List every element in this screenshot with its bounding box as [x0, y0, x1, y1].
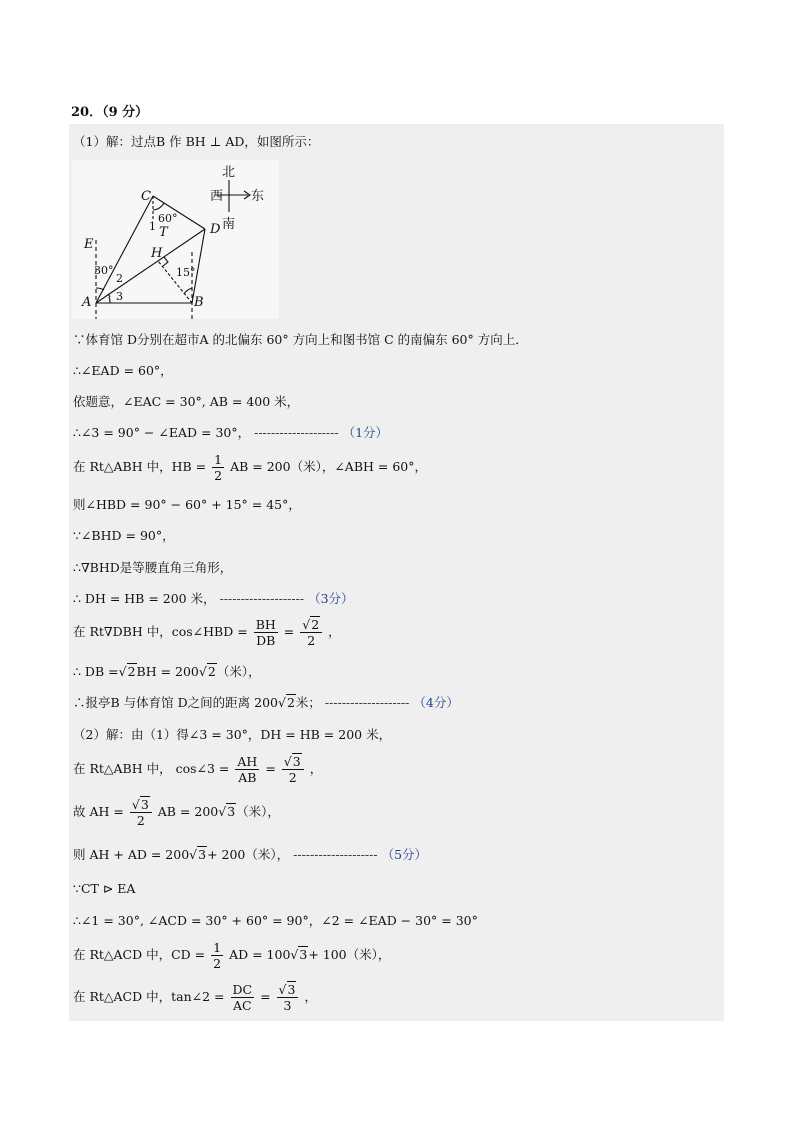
denominator: DB [256, 633, 276, 648]
fraction-root3-over-2 [130, 797, 152, 828]
fraction-root2-2 [300, 617, 322, 648]
line-6: 则∠HBD = 90° − 60° + 15° = 45°， [73, 497, 301, 512]
line-8: ∴∇BHD是等腰直角三角形， [73, 560, 233, 575]
equals: = [260, 989, 271, 1004]
fraction-dc-ac [231, 982, 255, 1013]
line-19-text-c: + 100（米）， [308, 947, 391, 962]
radical-sign: √ [198, 664, 207, 679]
comma: ， [304, 989, 317, 1004]
line-15-text-b: AB = 200 [157, 804, 219, 819]
radicand: 3 [227, 804, 236, 819]
line-17: ∵CT ⊳ EA [73, 881, 136, 896]
line-16-text-a: 则 AH + AD = 200 [73, 847, 190, 862]
line-10-text: 在 Rt∇DBH 中，cos∠HBD = [73, 624, 248, 639]
line-14-text: 在 Rt△ABH 中， cos∠3 = [73, 761, 230, 776]
segment-ac [96, 196, 153, 303]
numerator: BH [255, 617, 276, 632]
radicand: 2 [286, 695, 295, 710]
line-15 [73, 797, 280, 828]
line-9-dashes: -------------------- [219, 591, 305, 606]
denominator: 2 [307, 633, 316, 648]
angle-30: 30° [94, 264, 114, 277]
comma: ， [309, 761, 323, 776]
arc-15 [184, 288, 192, 294]
line-4 [73, 424, 388, 442]
line-16-score: （5分） [381, 847, 428, 862]
label-h: H [151, 246, 163, 261]
numerator: AH [237, 754, 258, 769]
line-14 [73, 754, 322, 785]
line-19-text-a: 在 Rt△ACD 中，CD = [73, 947, 206, 962]
diagram-svg [72, 160, 279, 319]
line-12-text: ∴报亭B 与体育馆 D之间的距离 200 [73, 695, 278, 710]
radicand: 2 [127, 664, 136, 679]
denominator: 2 [288, 770, 297, 785]
comma: ， [328, 624, 341, 639]
line-15-unit: （米）， [236, 804, 280, 819]
angle-2: 2 [116, 272, 123, 285]
line-20-text: 在 Rt△ACD 中，tan∠2 = [73, 989, 225, 1004]
radicand: 2 [311, 617, 320, 632]
fraction-bh-db [254, 617, 278, 648]
line-5-text-a: 在 Rt△ABH 中，HB = [73, 459, 207, 474]
line-3: 依题意，∠EAC = 30°, AB = 400 米， [73, 394, 300, 409]
radicand: 3 [292, 754, 301, 769]
radical-sign: √ [290, 947, 299, 962]
line-12-unit: 米； [295, 695, 321, 710]
line-11-text-b: BH = 200 [136, 664, 199, 679]
compass-west: 西 [210, 189, 224, 204]
line-15-text-a: 故 AH = [73, 804, 124, 819]
line-12-score: （4分） [413, 695, 459, 710]
line-9-text: ∴ DH = HB = 200 米， [73, 591, 216, 606]
line-4-text: ∴∠3 = 90° − ∠EAD = 30°， [73, 425, 251, 440]
right-angle-h [163, 257, 168, 266]
line-12-dashes: -------------------- [324, 695, 410, 710]
denominator: 2 [136, 813, 145, 828]
arc-2 [108, 294, 110, 297]
line-4-score: （1分） [342, 425, 389, 440]
label-d: D [210, 222, 221, 237]
radical-sign: √ [118, 664, 127, 679]
radical-sign: √ [302, 617, 311, 632]
question-heading: 20．（9 分） [71, 105, 149, 120]
label-b: B [194, 295, 204, 310]
equals: = [283, 624, 295, 639]
line-11 [73, 663, 261, 681]
fraction-half [212, 452, 224, 483]
radicand: 3 [140, 797, 149, 812]
arc-30 [96, 288, 104, 290]
part1-intro: （1）解：过点B 作 BH ⊥ AD，如图所示： [73, 134, 320, 149]
line-16-text-b: + 200（米）， [207, 847, 290, 862]
compass-east: 东 [251, 189, 265, 204]
numerator: DC [232, 982, 253, 997]
denominator: 2 [214, 468, 223, 483]
radicand: 3 [198, 847, 207, 862]
compass-north: 北 [222, 165, 236, 180]
radicand: 3 [299, 947, 308, 962]
numerator: 1 [213, 940, 222, 955]
line-16 [73, 846, 427, 864]
line-11-text-a: ∴ DB = [73, 664, 119, 679]
radicand: 2 [207, 664, 216, 679]
angle-15: 15° [176, 266, 196, 279]
line-5-text-b: AB = 200（米），∠ABH = 60°， [230, 459, 427, 474]
radical-sign: √ [218, 804, 227, 819]
denominator: AB [238, 770, 257, 785]
label-t: T [159, 225, 168, 240]
radicand: 3 [287, 982, 296, 997]
line-9 [73, 590, 354, 608]
radical-sign: √ [283, 754, 292, 769]
fraction-half [211, 940, 223, 971]
line-19-text-b: AD = 100 [229, 947, 291, 962]
line-7: ∵∠BHD = 90°， [73, 528, 175, 543]
denominator: 3 [283, 998, 292, 1013]
line-9-score: （3分） [308, 591, 354, 606]
line-16-dashes: -------------------- [293, 847, 378, 862]
arc-3 [109, 297, 110, 303]
arc-60 [153, 203, 164, 210]
line-20 [73, 982, 317, 1013]
line-19 [73, 940, 390, 971]
fraction-root3-3 [277, 982, 299, 1013]
fraction-root3-2 [282, 754, 304, 785]
radical-sign: √ [189, 847, 198, 862]
denominator: 2 [213, 956, 222, 971]
line-11-unit: （米）， [216, 664, 261, 679]
angle-1: 1 [149, 220, 156, 233]
geometry-diagram [72, 160, 279, 319]
angle-60: 60° [158, 212, 178, 225]
fraction-ah-ab [235, 754, 259, 785]
line-18: ∴∠1 = 30°, ∠ACD = 30° + 60° = 90°，∠2 = ∠EAD − 30° = 30° [73, 913, 478, 928]
label-a: A [82, 295, 92, 310]
line-1: ∵体育馆 D分别在超市A 的北偏东 60° 方向上和图书馆 C 的南偏东 60° 方向上． [73, 332, 528, 347]
equals: = [265, 761, 276, 776]
label-c: C [141, 189, 151, 204]
compass-south: 南 [222, 217, 236, 232]
radical-sign: √ [278, 695, 286, 710]
line-5 [73, 452, 427, 483]
line-13: （2）解：由（1）得∠3 = 30°，DH = HB = 200 米， [73, 727, 392, 742]
radical-sign: √ [278, 982, 287, 997]
angle-3: 3 [116, 290, 123, 303]
line-2: ∴∠EAD = 60°， [73, 363, 173, 378]
line-4-dashes: -------------------- [254, 425, 339, 440]
line-12 [73, 694, 459, 712]
denominator: AC [233, 998, 252, 1013]
numerator: 1 [214, 452, 223, 467]
label-e: E [84, 237, 94, 252]
radical-sign: √ [131, 797, 140, 812]
line-10 [73, 617, 341, 648]
